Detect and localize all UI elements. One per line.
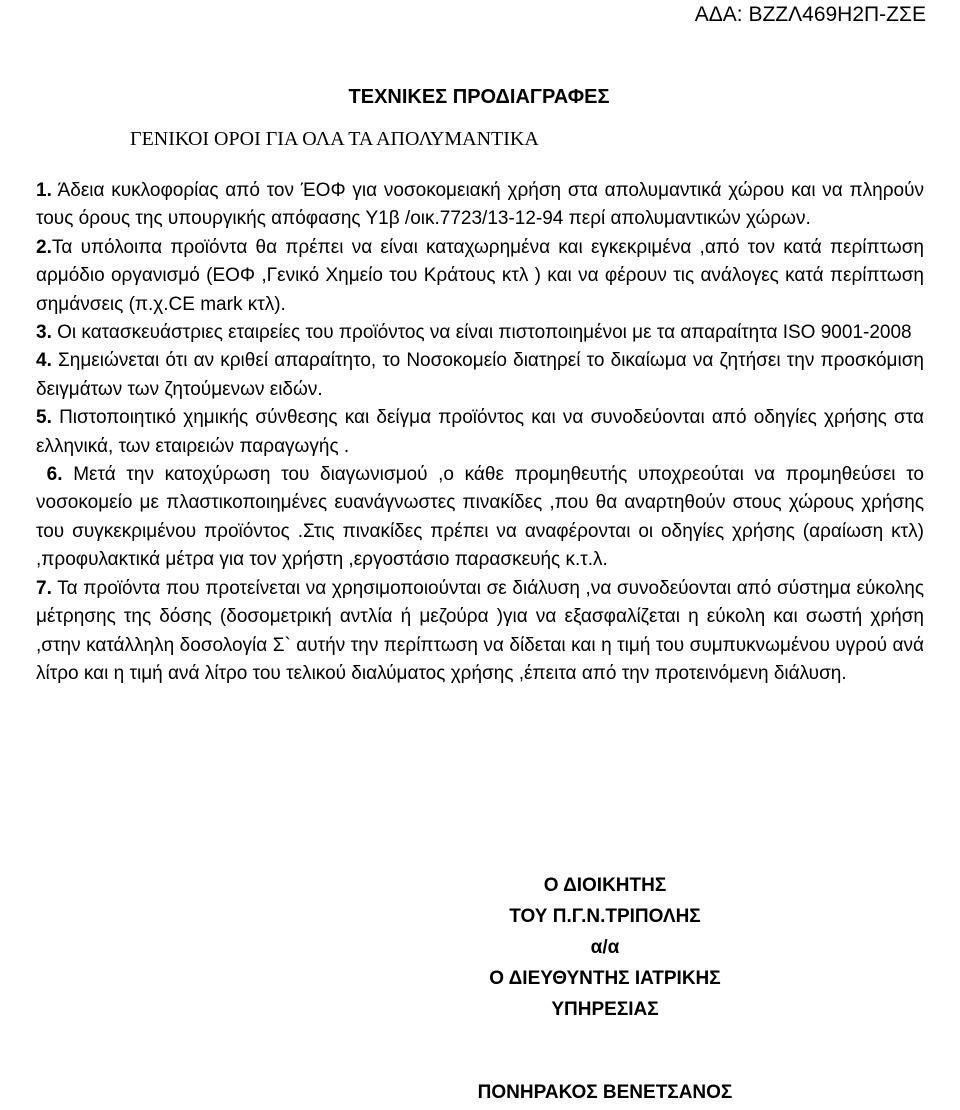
item-text: Οι κατασκευάστριες εταιρείες του προϊόντος να είναι πιστοποιημένοι με τα απαραίτητα ISO 9001-2008	[57, 322, 912, 344]
list-item	[36, 461, 924, 575]
item-text: Τα υπόλοιπα προϊόντα θα πρέπει να είναι καταχωρημένα και εγκεκριμένα ,από τον κατά περίπτωση αρμόδιο οργανισμό (ΕΟΦ ,Γενικό Χημείο του Κράτους κτλ ) και να φέρουν τις ανάλογες κατά περίπτωση σημάνσεις (π.χ.CE mark κτλ).	[36, 236, 924, 315]
document-title	[0, 84, 960, 110]
signature-line-service: ΥΠΗΡΕΣΙΑΣ	[551, 999, 659, 1020]
item-text: Άδεια κυκλοφορίας από τον ΈΟΦ για νοσοκομειακή χρήση στα απολυμαντικά χώρου και να πληρούν τους όρους της υπουργικής απόφασης Υ1β /οικ.7723/13-12-94 περί απολυμαντικών χώρων.	[36, 180, 924, 230]
item-text: Τα προϊόντα που προτείνεται να χρησιμοποιούνται σε διάλυση ,να συνοδεύονται από σύστημα εύκολης μέτρησης της δόσης (δοσομετρική αντλία ή μεζούρα )για να εξασφαλίζεται η εύκολη και σωστή χρήση ,στην κατάλληλη δοσολογία Σ` αυτήν την περίπτωση να δίδεται και η τιμή του συμπυκνωμένου υγρού ανά λίτρο και η τιμή ανά λίτρο του τελικού διαλύματος χρήσης ,έπειτα από την προτεινόμενη διάλυση.	[36, 577, 925, 684]
list-item	[36, 404, 924, 461]
list-item	[36, 177, 924, 234]
ada-code: ΑΔΑ: ΒΖΖΛ469Η2Π-ΖΣΕ	[694, 3, 926, 26]
item-number: 7.	[36, 577, 52, 599]
document-subtitle: ΓΕΝΙΚΟΙ ΟΡΟΙ ΓΙΑ ΟΛΑ ΤΑ ΑΠΟΛΥΜΑΝΤΙΚΑ	[130, 128, 539, 150]
signature-line-director: Ο ΔΙΟΙΚΗΤΗΣ	[543, 875, 667, 896]
signature-block	[395, 870, 815, 1025]
item-number: 1.	[36, 180, 52, 201]
item-number: 5.	[36, 407, 52, 429]
signature-line-aa: α/α	[590, 937, 620, 958]
document-title-text: ΤΕΧΝΙΚΕΣ ΠΡΟΔΙΑΓΡΑΦΕΣ	[348, 86, 610, 108]
item-number: 3.	[36, 322, 52, 344]
signatory-name: ΠΟΝΗΡΑΚΟΣ ΒΕΝΕΤΣΑΝΟΣ	[477, 1082, 733, 1103]
list-item	[36, 575, 924, 689]
list-item	[36, 234, 924, 319]
signature-line-hospital: ΤΟΥ Π.Γ.Ν.ΤΡΙΠΟΛΗΣ	[509, 906, 701, 927]
item-text: Πιστοποιητικό χημικής σύνθεσης και δείγμα προϊόντος και να συνοδεύονται από οδηγίες χρήσης στα ελληνικά, των εταιρειών παραγωγής .	[36, 407, 924, 457]
item-text: Μετά την κατοχύρωση του διαγωνισμού ,ο κάθε προμηθευτής υποχρεούται να προμηθεύσει το νοσοκομείο με πλαστικοποιημένες ευανάγνωστες πινακίδες ,που θα αναρτηθούν στους χώρους χρήσης του συγκεκριμένου προϊόντος .Στις πινακίδες πρέπει να αναφέρονται οι οδηγίες χρήσης (αραίωση κτλ) ,προφυλακτικά μέτρα για τον χρήστη ,εργοστάσιο παρασκευής κ.τ.λ.	[36, 464, 924, 571]
list-item	[36, 347, 924, 404]
specification-list	[36, 177, 924, 688]
signature-line-medical-director: Ο ΔΙΕΥΘΥΝΤΗΣ ΙΑΤΡΙΚΗΣ	[489, 968, 721, 989]
list-item	[36, 319, 924, 347]
item-text: Σημειώνεται ότι αν κριθεί απαραίτητο, το Νοσοκομείο διατηρεί το δικαίωμα να ζητήσει την προσκόμιση δειγμάτων των ζητούμενων ειδών.	[36, 350, 924, 400]
item-number: 2.	[36, 236, 52, 258]
item-number: 4.	[36, 350, 52, 372]
item-number: 6.	[46, 464, 63, 486]
